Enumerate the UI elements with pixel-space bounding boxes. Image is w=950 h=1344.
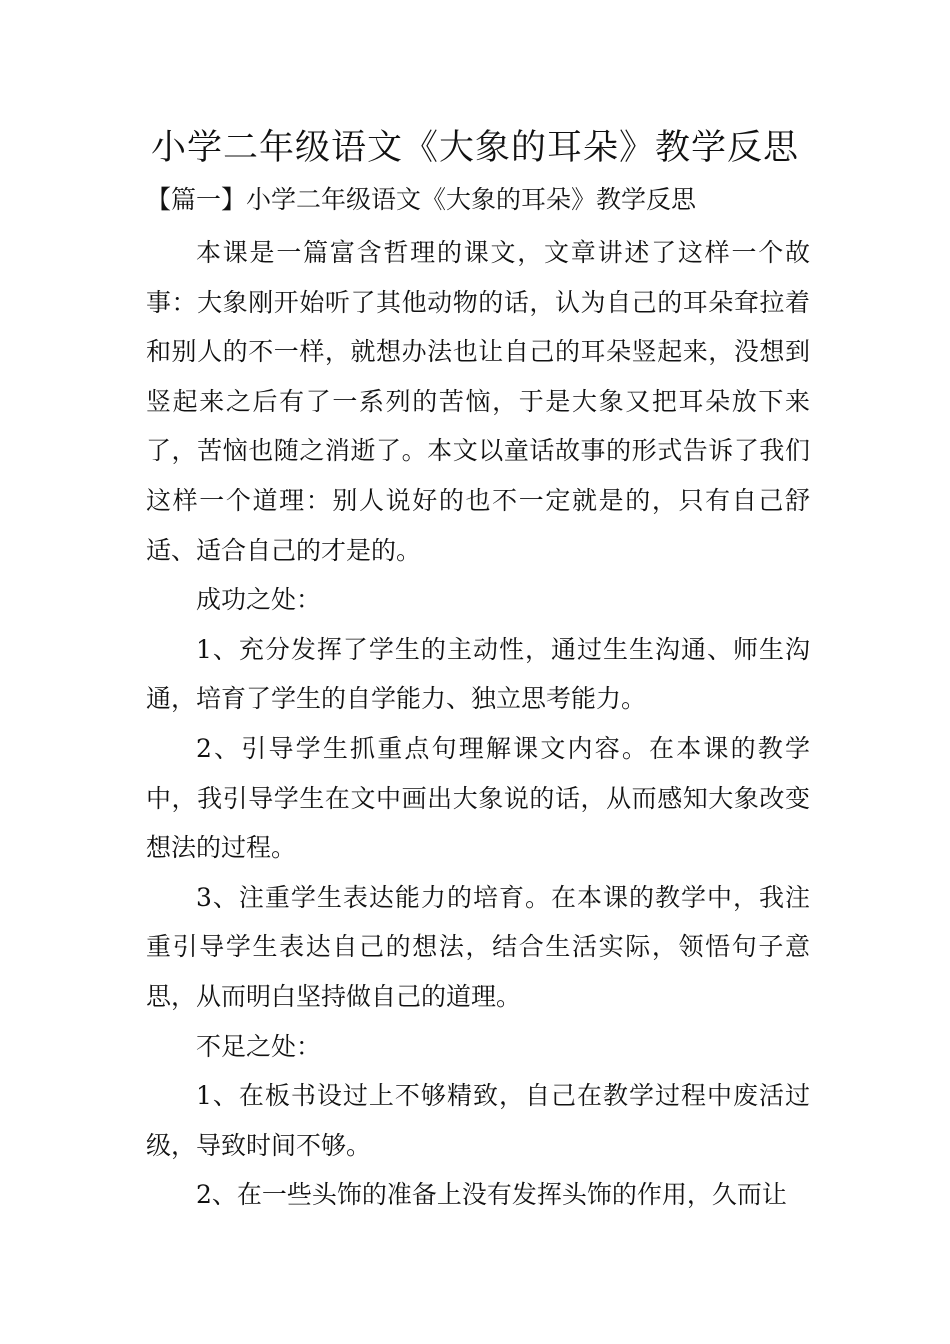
paragraph-intro: 本课是一篇富含哲理的课文，文章讲述了这样一个故事：大象刚开始听了其他动物的话，认为自己的耳朵耷拉着和别人的不一样，就想办法也让自己的耳朵竖起来，没想到竖起来之后有了一系列的苦恼，于是大象又把耳朵放下来了，苦恼也随之消逝了。本文以童话故事的形式告诉了我们这样一个道理：别人说好的也不一定就是的，只有自己舒适、适合自己的才是的。 <box>146 238 810 565</box>
paragraph-weaknesses-heading: 不足之处： <box>196 1031 322 1061</box>
paragraph-weakness-1: 1、在板书设过上不够精致，自己在教学过程中废活过级，导致时间不够。 <box>146 1081 810 1160</box>
paragraph-strengths-heading: 成功之处： <box>196 585 322 615</box>
paragraph-strength-1: 1、充分发挥了学生的主动性，通过生生沟通、师生沟通，培育了学生的自学能力、独立思考能力。 <box>146 634 810 714</box>
section-heading: 【篇一】小学二年级语文《大象的耳朵》教学反思 <box>146 185 697 214</box>
document-title: 小学二年级语文《大象的耳朵》教学反思 <box>150 128 799 168</box>
document-body <box>146 228 810 1220</box>
paragraph-strength-2: 2、引导学生抓重点句理解课文内容。在本课的教学中，我引导学生在文中画出大象说的话，从而感知大象改变想法的过程。 <box>146 733 810 863</box>
paragraph-weakness-2: 2、在一些头饰的准备上没有发挥头饰的作用，久而让 <box>196 1180 787 1210</box>
paragraph-strength-3: 3、注重学生表达能力的培育。在本课的教学中，我注重引导学生表达自己的想法，结合生活实际，领悟句子意思，从而明白坚持做自己的道理。 <box>146 882 810 1011</box>
